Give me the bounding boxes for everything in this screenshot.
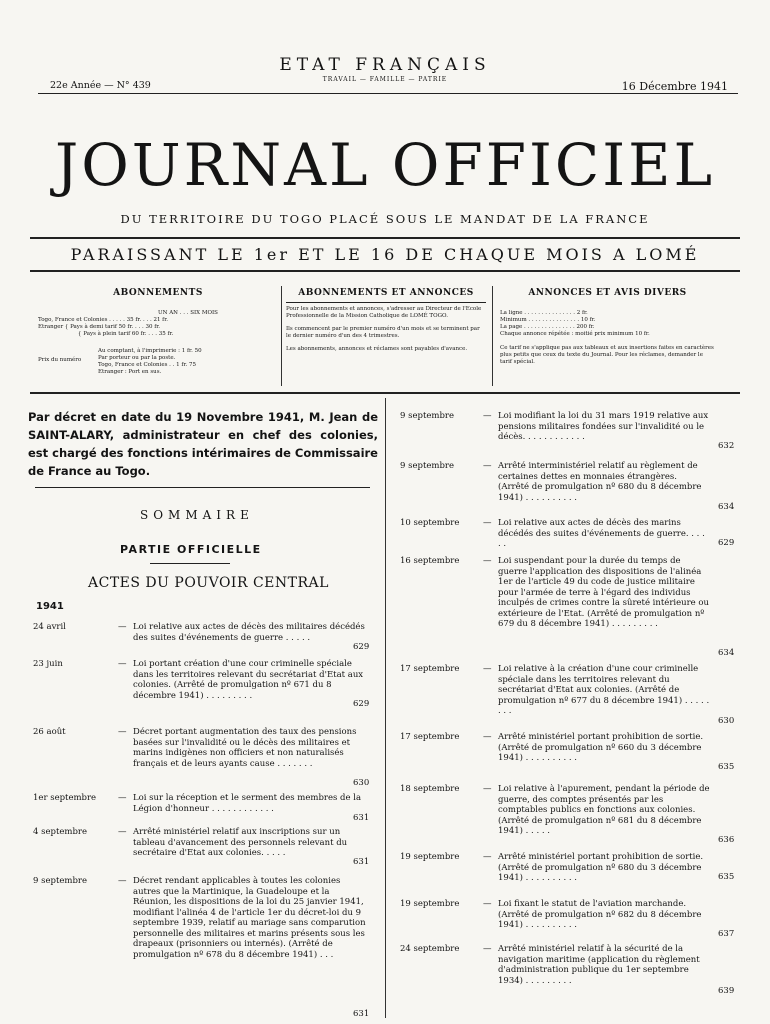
entry-text: Arrêté ministériel portant prohibition de sortie. (Arrêté de promulgation nº 660 du 3 décembre 1941) . . . . . . . . . . [498, 732, 704, 763]
entry-date: 10 septembre [400, 518, 460, 528]
entry-text: Arrêté ministériel relatif aux inscriptions sur un tableau d'avancement des personnels relevant du secrétaire d'Etat aux colonies. . . . . [133, 827, 348, 858]
entry-text: Loi fixant le statut de l'aviation marchande. (Arrêté de promulgation nº 682 du 8 décembre 1941) . . . . . . . . . . [498, 899, 702, 930]
prix-row: Etranger : Port en sus. [98, 369, 162, 375]
box-divider-1 [281, 286, 282, 386]
partie-rule [150, 563, 230, 564]
entry-text: Arrêté ministériel portant prohibition de sortie. (Arrêté de promulgation nº 680 du 3 décembre 1941) . . . . . . . . . . [498, 852, 704, 883]
entry-dash: — [483, 556, 492, 566]
entry-dash: — [118, 876, 127, 886]
entry-text: Arrêté interministériel relatif au règlement de certaines dettes en monnaies étrangères. (Arrêté de promulgation nº 680 du 8 décembre 1941) . . . . . . . . . . [498, 461, 702, 503]
entry-page: 634 [718, 648, 735, 658]
entry-dash: — [483, 732, 492, 742]
abonnements-annonces-text: Les abonnements, annonces et réclames sont payables d'avance. [286, 346, 468, 352]
entry-dash: — [483, 411, 492, 421]
issue-date: 16 Décembre 1941 [621, 80, 728, 93]
year-label: 1941 [36, 601, 64, 612]
boxes-bottom-rule [30, 392, 740, 394]
entry-dash: — [118, 727, 127, 737]
sommaire-heading: SOMMAIRE [140, 508, 254, 522]
header-rule-top [38, 93, 738, 94]
entry-date: 24 avril [33, 622, 66, 632]
entry-dash: — [483, 784, 492, 794]
journal-subtitle: DU TERRITOIRE DU TOGO PLACÉ SOUS LE MANDAT DE LA FRANCE [120, 212, 650, 226]
abonnements-annonces-text: Ils commencent par le premier numéro d'un mois et se terminent par le dernier numéro d'un des 4 trimestres. [286, 326, 480, 339]
entry-text: Loi relative aux actes de décès des militaires décédés des suites d'événements de guerre . . . . . [133, 622, 365, 643]
entry-date: 19 septembre [400, 852, 460, 862]
prix-row: Togo, France et Colonies . . 1 fr. 75 [98, 362, 196, 368]
entry-date: 9 septembre [400, 461, 454, 471]
entry-page: 631 [353, 813, 370, 823]
entry-date: 17 septembre [400, 732, 460, 742]
entry-text: Loi portant création d'une cour criminelle spéciale dans les territoires relevant du secrétariat d'Etat aux colonies. (Arrêté de promulgation nº 671 du 8 décembre 1941) . . . . . . . . . [133, 659, 364, 701]
abonnements-title: ABONNEMENTS [113, 288, 203, 298]
issue-number: 22e Année — N° 439 [50, 80, 151, 91]
prix-row: Au comptant, à l'imprimerie : 1 fr. 50 [98, 348, 202, 354]
partie-officielle-heading: PARTIE OFFICIELLE [120, 543, 262, 556]
abonnements-row: { Pays à plein tarif 60 fr. . . . 35 fr. [78, 331, 174, 337]
entry-date: 9 septembre [33, 876, 87, 886]
entry-dash: — [483, 664, 492, 674]
motto: TRAVAIL — FAMILLE — PATRIE [322, 76, 448, 83]
entry-date: 24 septembre [400, 944, 460, 954]
entry-dash: — [118, 827, 127, 837]
entry-date: 26 août [33, 727, 66, 737]
actes-pouvoir-central-heading: ACTES DU POUVOIR CENTRAL [88, 575, 329, 591]
entry-page: 631 [353, 1009, 370, 1019]
prix-numero-label: Prix du numéro [38, 357, 82, 363]
abonnements-annonces-box [286, 288, 486, 353]
annonces-avis-text: Ce tarif ne s'applique pas aux tableaux et aux insertions faites en caractères plus petits que ceux du texte du Journal. Pour les réclames, demander le tarif spécial. [500, 345, 714, 365]
prix-row: Par porteur ou par la poste. [98, 355, 176, 361]
entry-text: Décret rendant applicables à toutes les colonies autres que la Martinique, la Guadeloupe et la Réunion, les dispositions de la loi du 25 janvier 1941, modifiant l'alinéa 4 de l'article 1er du décret-loi du 9 septembre 1939, relatif au mariage sans comparution personnelle des militaires et marins présents sous les drapeaux (prisonniers ou internés). (Arrêté de promulgation nº 678 du 8 décembre 1941) . . . [133, 876, 366, 960]
entry-dash: — [118, 622, 127, 632]
annonces-row: Minimum . . . . . . . . . . . . . . . 10 fr. [500, 317, 596, 323]
entry-dash: — [483, 899, 492, 909]
entry-page: 639 [718, 986, 735, 996]
entry-page: 635 [718, 872, 735, 882]
entry-dash: — [483, 944, 492, 954]
annonces-avis-title: ANNONCES ET AVIS DIVERS [528, 288, 687, 298]
annonces-avis-box [500, 288, 715, 366]
entry-page: 635 [718, 762, 735, 772]
abonnements-annonces-title: ABONNEMENTS ET ANNONCES [298, 288, 474, 298]
entry-text: Décret portant augmentation des taux des pensions basées sur l'invalidité ou le décès des militaires et marins indigènes non officiers et non naturalisés français et de leurs ayants cause . . . . . . . [133, 727, 357, 769]
etat-francais-heading: ETAT FRANÇAIS [279, 55, 491, 75]
entry-date: 1er septembre [33, 793, 97, 803]
abonnements-row: Togo, France et Colonies . . . . . 35 fr. . . . 21 fr. [38, 317, 168, 323]
entry-date: 17 septembre [400, 664, 460, 674]
entry-text: Loi relative à la création d'une cour criminelle spéciale dans les territoires relevant du secrétariat d'Etat aux colonies. (Arrêté de promulgation nº 677 du 8 décembre 1941) . . . . . . . . [498, 664, 710, 716]
box-divider-2 [492, 286, 493, 386]
journal-title: JOURNAL OFFICIEL [54, 131, 716, 199]
abonnements-col-headers: UN AN . . . SIX MOIS [158, 310, 218, 316]
entry-page: 637 [718, 929, 735, 939]
entry-text: Loi modifiant la loi du 31 mars 1919 relative aux pensions militaires fondées sur l'invalidité ou le décès. . . . . . . . . . . . [498, 411, 709, 442]
entry-dash: — [483, 852, 492, 862]
entry-date: 23 juin [33, 659, 63, 669]
entry-page: 629 [353, 642, 370, 652]
entry-page: 630 [718, 716, 735, 726]
abonnements-row: Etranger { Pays à demi tarif 50 fr. . . . 30 fr. [38, 324, 161, 330]
decree-rule [35, 487, 370, 488]
entry-date: 16 septembre [400, 556, 460, 566]
entry-page: 632 [718, 441, 735, 451]
entry-dash: — [483, 518, 492, 528]
annonces-row: La ligne . . . . . . . . . . . . . . . 2 fr. [500, 310, 588, 316]
entry-text: Loi relative aux actes de décès des marins décédés des suites d'événements de guerre. . . . . . [498, 518, 705, 549]
entry-text: Loi suspendant pour la durée du temps de guerre l'application des dispositions de l'alinéa 1er de l'article 49 du code de justice militaire pour l'armée de terre à l'égard des individus inculpés de crimes contre la sûreté intérieure ou extérieure de l'Etat. (Arrêté de promulgation nº 679 du 8 décembre 1941) . . . . . . . . . [498, 556, 709, 629]
annonces-row: La page . . . . . . . . . . . . . . . 200 fr. [500, 324, 595, 330]
decree-notice: Par décret en date du 19 Novembre 1941, M. Jean de SAINT-ALARY, administrateur en chef des colonies, est chargé des fonctions intérimaires de Commissaire de France au Togo. [28, 410, 378, 478]
entry-text: Loi sur la réception et le serment des membres de la Légion d'honneur . . . . . . . . . . . . [133, 793, 362, 814]
entry-page: 631 [353, 857, 370, 867]
entry-text: Arrêté ministériel relatif à la sécurité de la navigation maritime (application du règlement d'administration publique du 1er septembre 1934) . . . . . . . . . [498, 944, 700, 986]
entry-date: 4 septembre [33, 827, 87, 837]
subtitle-rule [30, 237, 740, 239]
entry-date: 19 septembre [400, 899, 460, 909]
entry-date: 18 septembre [400, 784, 460, 794]
entry-page: 636 [718, 835, 735, 845]
box-title-rule [286, 302, 486, 303]
annonces-row: Chaque annonce répétée : moitié prix minimum 10 fr. [500, 331, 650, 337]
entry-page: 630 [353, 778, 370, 788]
column-divider [385, 398, 386, 1018]
entry-date: 9 septembre [400, 411, 454, 421]
entry-dash: — [118, 659, 127, 669]
entry-text: Loi relative à l'apurement, pendant la période de guerre, des comptes présentés par les comptables publics en fonctions aux colonies. (Arrêté de promulgation nº 681 du 8 décembre 1941) . . . . . [498, 784, 710, 836]
entry-page: 634 [718, 502, 735, 512]
abonnements-box [38, 288, 278, 376]
entry-dash: — [118, 793, 127, 803]
entry-page: 629 [718, 538, 735, 548]
entry-dash: — [483, 461, 492, 471]
parution-rule [30, 270, 740, 272]
abonnements-annonces-text: Pour les abonnements et annonces, s'adresser au Directeur de l'Ecole Professionnelle de la Mission Catholique de LOMÉ TOGO. [286, 306, 482, 319]
entry-page: 629 [353, 699, 370, 709]
parution-line: PARAISSANT LE 1er ET LE 16 DE CHAQUE MOIS A LOMÉ [70, 245, 700, 264]
